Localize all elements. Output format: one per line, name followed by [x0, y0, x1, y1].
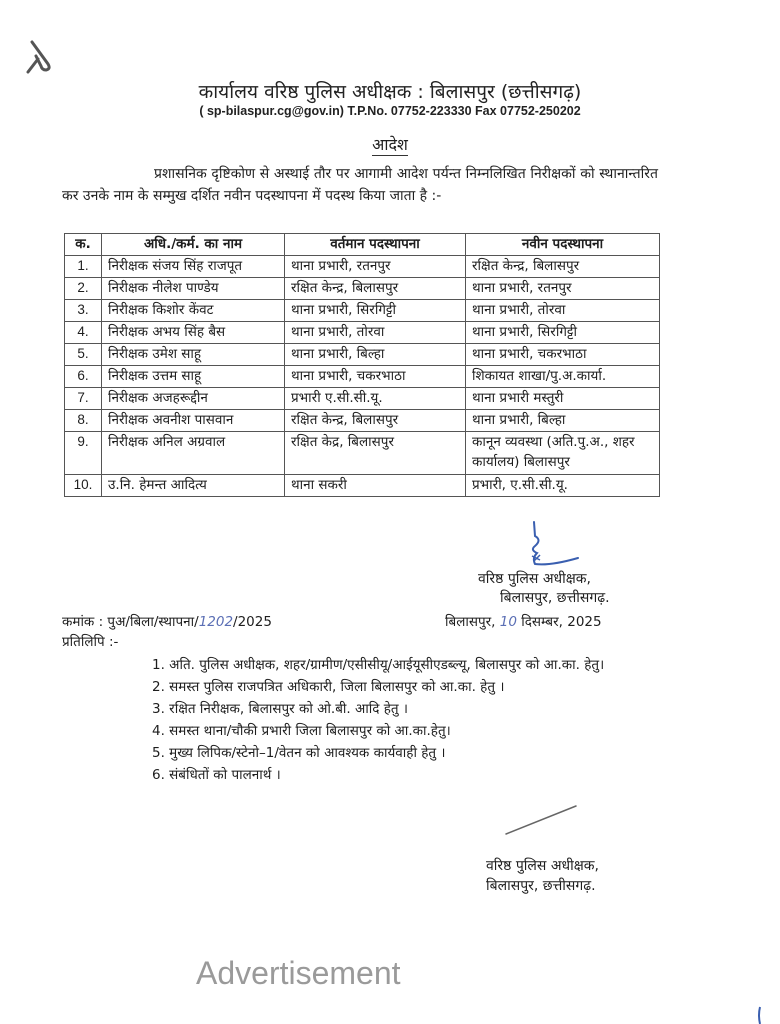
table-row: [65, 410, 660, 432]
table-row: [65, 388, 660, 410]
cell-new-posting: थाना प्रभारी, तोरवा: [466, 300, 660, 322]
table-row: [65, 300, 660, 322]
reference-number: [62, 612, 272, 630]
copy-list: [152, 654, 652, 786]
cell-serial: 10.: [65, 475, 102, 497]
cell-name: निरीक्षक संजय सिंह राजपूत: [102, 256, 285, 278]
cell-current-posting: थाना प्रभारी, सिरगिट्टी: [285, 300, 466, 322]
reference-prefix: कमांक : पुअ/बिला/स्थापना/: [62, 614, 199, 630]
cell-name: निरीक्षक उत्तम साहू: [102, 366, 285, 388]
signatory-top: [478, 570, 610, 608]
ink-mark: [755, 1005, 765, 1024]
date-place: बिलासपुर,: [445, 614, 496, 630]
reference-number-handwritten: 1202: [198, 614, 234, 630]
transfer-table: [64, 233, 660, 497]
cell-current-posting: थाना प्रभारी, चकरभाठा: [285, 366, 466, 388]
table-row: [65, 278, 660, 300]
cell-serial: 3.: [65, 300, 102, 322]
paper-pin-icon: [18, 38, 58, 78]
header-new-posting: नवीन पदस्थापना: [466, 234, 660, 256]
copy-label: प्रतिलिपि :-: [62, 634, 119, 650]
cell-current-posting: थाना प्रभारी, बिल्हा: [285, 344, 466, 366]
cell-current-posting: थाना प्रभारी, तोरवा: [285, 322, 466, 344]
table-row: [65, 256, 660, 278]
cell-name: निरीक्षक अभय सिंह बैस: [102, 322, 285, 344]
cell-current-posting: रक्षित केन्द्र, बिलासपुर: [285, 410, 466, 432]
cell-name: निरीक्षक अवनीश पासवान: [102, 410, 285, 432]
order-title-text: आदेश: [372, 135, 408, 154]
cell-current-posting: थाना सकरी: [285, 475, 466, 497]
header-name: अधि./कर्म. का नाम: [102, 234, 285, 256]
signatory-top-location: बिलासपुर, छत्तीसगढ़.: [500, 590, 610, 606]
table-row: [65, 322, 660, 344]
cell-current-posting: रक्षित केन्द्र, बिलासपुर: [285, 278, 466, 300]
cell-serial: 8.: [65, 410, 102, 432]
signature-mark: [510, 520, 590, 572]
copy-item: 2. समस्त पुलिस राजपत्रित अधिकारी, जिला बिलासपुर को आ.का. हेतु ।: [152, 679, 505, 695]
cell-name: निरीक्षक किशोर केंवट: [102, 300, 285, 322]
signatory-bottom: [486, 856, 599, 896]
copy-item: 6. संबंधितों को पालनार्थ ।: [152, 767, 281, 783]
cell-current-posting: प्रभारी ए.सी.सी.यू.: [285, 388, 466, 410]
copy-item: 4. समस्त थाना/चौकी प्रभारी जिला बिलासपुर को आ.का.हेतु।: [152, 723, 451, 739]
cell-serial: 9.: [65, 432, 102, 475]
cell-current-posting: थाना प्रभारी, रतनपुर: [285, 256, 466, 278]
order-paragraph: [62, 163, 658, 207]
signature-stroke: [500, 800, 580, 840]
cell-new-posting: कानून व्यवस्था (अति.पु.अ., शहर कार्यालय) बिलासपुर: [466, 432, 660, 475]
cell-name: निरीक्षक अनिल अग्रवाल: [102, 432, 285, 475]
cell-new-posting: थाना प्रभारी, रतनपुर: [466, 278, 660, 300]
cell-name: उ.नि. हेमन्त आदित्य: [102, 475, 285, 497]
cell-name: निरीक्षक अजहरूद्दीन: [102, 388, 285, 410]
cell-serial: 5.: [65, 344, 102, 366]
signatory-bottom-location: बिलासपुर, छत्तीसगढ़.: [486, 878, 596, 894]
table-row: [65, 475, 660, 497]
date-day-handwritten: 10: [499, 614, 517, 630]
table-row: [65, 344, 660, 366]
cell-new-posting: थाना प्रभारी मस्तुरी: [466, 388, 660, 410]
copy-item: 5. मुख्य लिपिक/स्टेनो–1/वेतन को आवश्यक कार्यवाही हेतु ।: [152, 745, 446, 761]
order-paragraph-text: प्रशासनिक दृष्टिकोण से अस्थाई तौर पर आगामी आदेश पर्यन्त निम्नलिखित निरीक्षकों को स्थानान्तरित कर उनके नाम के सम्मुख दर्शित नवीन पदस्थापना में पदस्थ किया जाता है :-: [62, 166, 658, 204]
reference-suffix: /2025: [233, 614, 272, 630]
cell-serial: 2.: [65, 278, 102, 300]
table-row: [65, 432, 660, 475]
office-title: कार्यालय वरिष्ठ पुलिस अधीक्षक : बिलासपुर (छत्तीसगढ़): [198, 81, 582, 103]
cell-new-posting: शिकायत शाखा/पु.अ.कार्या.: [466, 366, 660, 388]
cell-name: निरीक्षक उमेश साहू: [102, 344, 285, 366]
cell-new-posting: प्रभारी, ए.सी.सी.यू.: [466, 475, 660, 497]
cell-serial: 4.: [65, 322, 102, 344]
copy-item: 3. रक्षित निरीक्षक, बिलासपुर को ओ.बी. आदि हेतु ।: [152, 701, 409, 717]
cell-name: निरीक्षक नीलेश पाण्डेय: [102, 278, 285, 300]
cell-new-posting: थाना प्रभारी, सिरगिट्टी: [466, 322, 660, 344]
copy-item: 1. अति. पुलिस अधीक्षक, शहर/ग्रामीण/एसीसीयू/आईयूसीएडब्ल्यू, बिलासपुर को आ.का. हेतु।: [152, 657, 605, 673]
header-current-posting: वर्तमान पदस्थापना: [285, 234, 466, 256]
cell-current-posting: रक्षित केद्र, बिलासपुर: [285, 432, 466, 475]
table-header-row: [65, 234, 660, 256]
advertisement-label: Advertisement: [196, 955, 401, 991]
order-date: [445, 612, 602, 630]
header-serial: क.: [65, 234, 102, 256]
signatory-top-designation: वरिष्ठ पुलिस अधीक्षक,: [478, 571, 591, 587]
office-contact: ( sp-bilaspur.cg@gov.in) T.P.No. 07752-223330 Fax 07752-250202: [199, 104, 581, 118]
cell-new-posting: रक्षित केन्द्र, बिलासपुर: [466, 256, 660, 278]
cell-serial: 6.: [65, 366, 102, 388]
cell-serial: 1.: [65, 256, 102, 278]
date-month-year: दिसम्बर, 2025: [521, 614, 602, 630]
cell-new-posting: थाना प्रभारी, चकरभाठा: [466, 344, 660, 366]
order-title: [0, 133, 780, 155]
cell-serial: 7.: [65, 388, 102, 410]
cell-new-posting: थाना प्रभारी, बिल्हा: [466, 410, 660, 432]
signatory-bottom-designation: वरिष्ठ पुलिस अधीक्षक,: [486, 858, 599, 874]
table-row: [65, 366, 660, 388]
